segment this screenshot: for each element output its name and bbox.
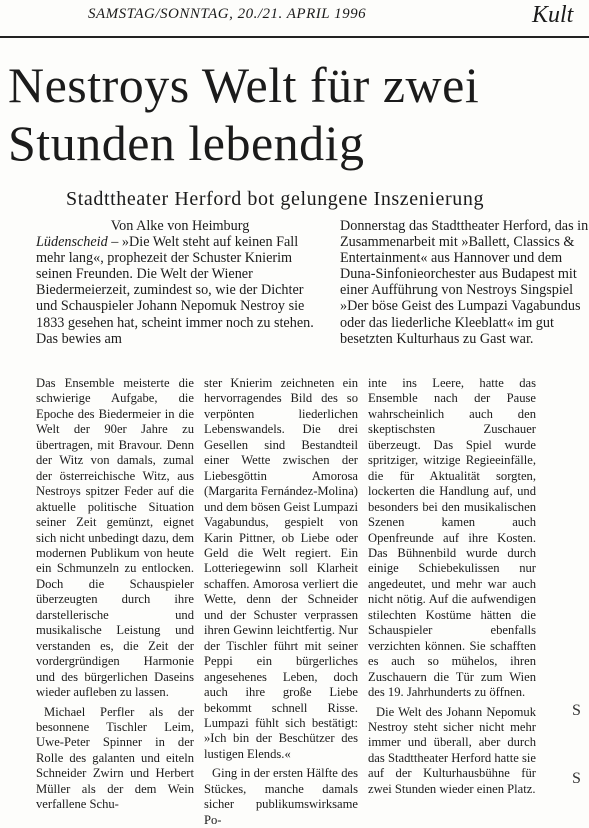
lead-left-column	[36, 218, 320, 347]
headline: Nestroys Welt für zwei Stunden lebendig	[8, 57, 480, 171]
lead-left-body: – »Die Welt steht auf keinen Fall mehr lang«, prophezeit der Schuster Knierim seinen Freunden. Die Welt der Wiener Biedermeierzeit, zumindest so, wie der Dichter und Schauspieler Johann Nepomuk Nestroy sie 1833 gesehen hat, scheint immer noch zu stehen. Das bewies am	[36, 234, 314, 347]
paragraph: Das Ensemble meisterte die schwierige Aufgabe, die Epoche des Biedermeier in die Welt der 90er Jahre zu übertragen, mit Bravour. Denn der Witz von damals, zumal der österreichische Witz, aus Nestroys spitzer Feder auf die aktuelle politische Situation seiner Zeit gemünzt, eignet sich nicht unbedingt dazu, dem modernen Publikum von heute ein Schmunzeln zu entlocken. Doch die Schauspieler überzeugten durch ihre darstellerische und musikalische Leistung und verstanden es, die Zeit der vordergründigen Harmonie und des bürgerlichen Daseins wieder aufleben zu lassen.	[36, 376, 194, 700]
lead-right-text: Donnerstag das Stadttheater Herford, das in Zusammenarbeit mit »Ballett, Classics & Entertainment« aus Hannover und dem Duna-Sinfonieorchester aus Budapest mit einer Aufführung von Nestroys Singspiel »Der böse Geist des Lumpazi Vagabundus oder das liederliche Kleeblatt« im gut besetzten Kulturhaus zu Gast war.	[340, 218, 589, 347]
margin-mark: S	[572, 702, 581, 719]
section-title: Kult	[532, 2, 574, 28]
paragraph: inte ins Leere, hatte das Ensemble nach der Pause wahrscheinlich auch den skeptischsten Zuschauer überzeugt. Das Spiel wurde spritziger, witzige Regieeinfälle, die für Aktualität sorgten, lockerten die Handlung auf, und besonders bei den musikalischen Szenen kamen auch Openfreunde auf ihre Kosten. Das Bühnenbild wurde durch einige Schiebekulissen nur angedeutet, und mehr war auch nicht nötig. Auf die aufwendigen stilechten Kostüme hätten die Schauspieler ebenfalls verzichten können. Sie schafften es auch so mühelos, ihren Zuschauern die Tür zum Wien des 19. Jahrhunderts zu öffnen.	[368, 376, 536, 700]
dateline: SAMSTAG/SONNTAG, 20./21. APRIL 1996	[88, 6, 367, 22]
body-column-3	[368, 376, 536, 797]
paragraph: Die Welt des Johann Nepomuk Nestroy steht sicher nicht mehr immer und überall, aber durch das Stadttheater Herford hatte sie auf der Kulturhausbühne für zwei Stunden wieder einen Platz.	[368, 704, 536, 796]
margin-mark: S	[572, 770, 581, 787]
byline: Von Alke von Heimburg	[110, 218, 250, 234]
subheadline: Stadttheater Herford bot gelungene Inszenierung	[66, 188, 485, 210]
dateline-place: Lüdenscheid	[36, 234, 108, 251]
paragraph: Michael Perfler als der besonnene Tischler Leim, Uwe-Peter Spinner in der Rolle des galanten und eiteln Schneider Zwirn und Herbert Müller als der dem Wein verfallene Schu-	[36, 704, 194, 812]
lead-left-text	[36, 234, 320, 347]
paragraph: Ging in der ersten Hälfte des Stückes, manche damals sicher publikumswirksame Po-	[204, 766, 358, 827]
lead-right-column	[340, 218, 589, 347]
body-column-2	[204, 376, 358, 828]
body-column-1	[36, 376, 194, 813]
page-header	[0, 0, 589, 40]
header-rule	[0, 36, 589, 38]
paragraph: ster Knierim zeichneten ein hervorragendes Bild des so verpönten liederlichen Lebenswandels. Die drei Gesellen sind Bestandteil einer Wette zwischen der Liebesgöttin Amorosa (Margarita Fernández-Molina) und dem bösen Geist Lumpazi Vagabundus, gespielt von Karin Pittner, ob Liebe oder Geld die Welt regiert. Ein Lotteriegewinn soll Klarheit schaffen. Amorosa verliert die Wette, denn der Schneider und der Schuster verprassen ihren Gewinn leichtfertig. Nur der Tischler führt mit seiner Peppi ein bürgerliches angesehenes Leben, doch auch ihre große Liebe bekommt schnell Risse. Lumpazi fühlt sich bestätigt: »Ich bin der Beschützer des lustigen Elends.«	[204, 376, 358, 761]
